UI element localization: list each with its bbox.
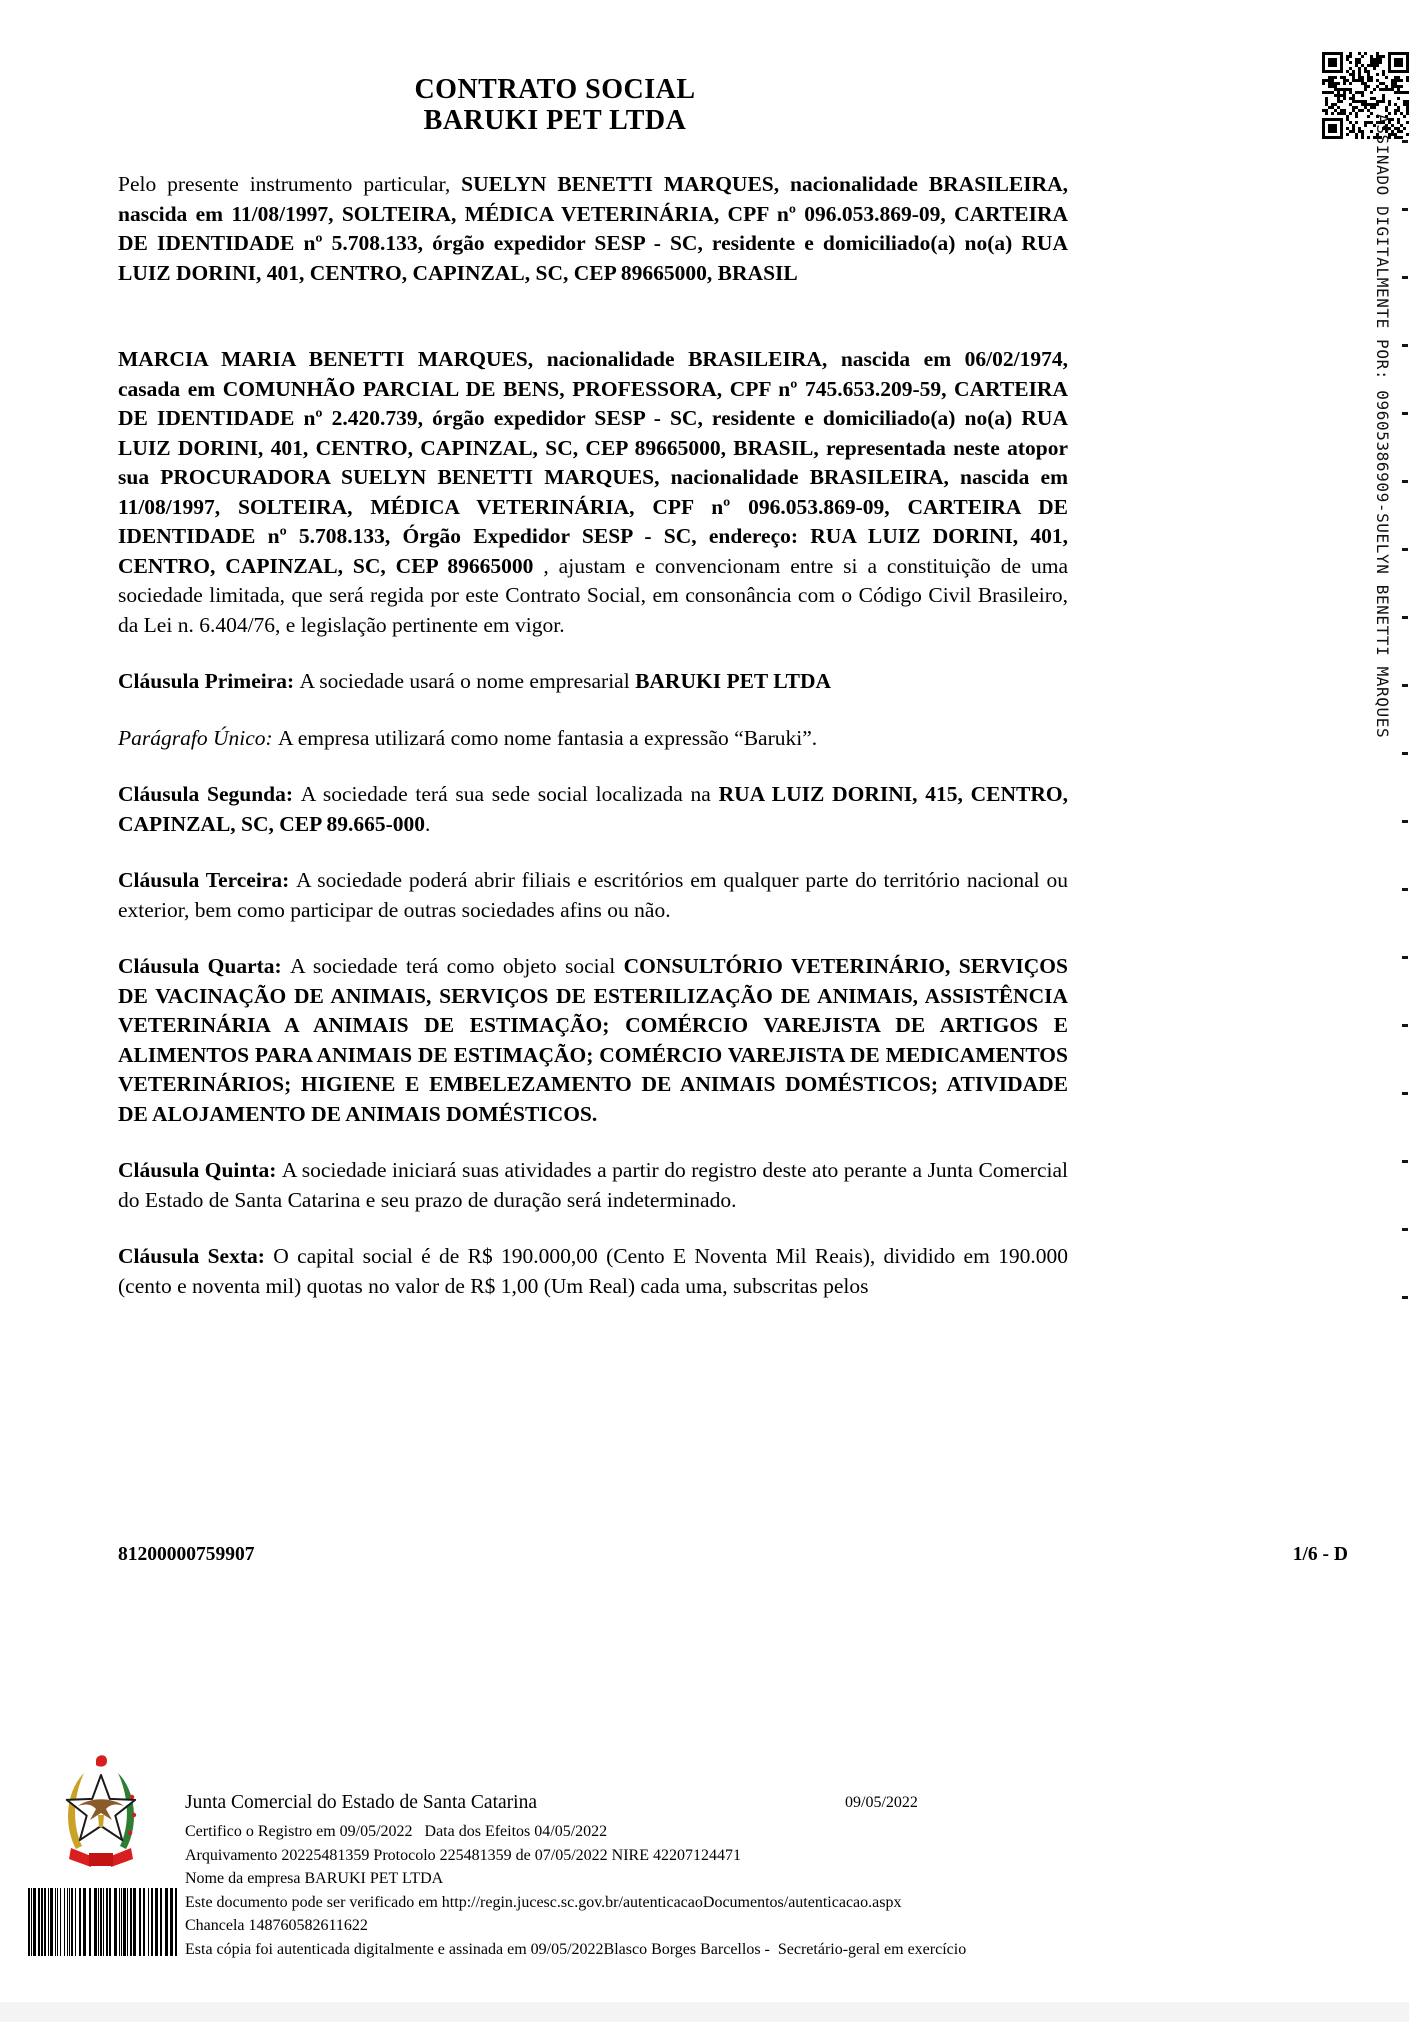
certification-line: Arquivamento 20225481359 Protocolo 225481359 de 07/05/2022 NIRE 42207124471: [185, 1846, 741, 1864]
scan-edge-band: [0, 2002, 1409, 2022]
edge-dash: [1402, 548, 1408, 551]
title-line-2: BARUKI PET LTDA: [423, 105, 687, 136]
certification-line: Nome da empresa BARUKI PET LTDA: [185, 1870, 444, 1887]
edge-dash: [1402, 412, 1408, 415]
clausula-sexta: Cláusula Sexta: O capital social é de R$ 190.000,00 (Cento E Noventa Mil Reais), dividido em 190.000 (cento e noventa mil) quotas no valor de R$ 1,00 (Um Real) cada uma, subscritas pelos: [118, 1244, 1068, 1298]
clausula-terceira: Cláusula Terceira: A sociedade poderá abrir filiais e escritórios em qualquer parte do território nacional ou exterior, bem como participar de outras sociedades afins ou não.: [118, 868, 1068, 922]
edge-dash: [1402, 1160, 1408, 1163]
clausula-quarta: Cláusula Quarta: A sociedade terá como objeto social CONSULTÓRIO VETERINÁRIO, SERVIÇOS DE VACINAÇÃO DE ANIMAIS, SERVIÇOS DE ESTERILIZAÇÃO DE ANIMAIS, ASSISTÊNCIA VETERINÁRIA A ANIMAIS DE ESTIMAÇÃO; COMÉRCIO VAREJISTA DE ARTIGOS E ALIMENTOS PARA ANIMAIS DE ESTIMAÇÃO; COMÉRCIO VAREJISTA DE MEDICAMENTOS VETERINÁRIOS; HIGIENE E EMBELEZAMENTO DE ANIMAIS DOMÉSTICOS; ATIVIDADE DE ALOJAMENTO DE ANIMAIS DOMÉSTICOS.: [118, 954, 1068, 1126]
paragrafo-unico: Parágrafo Único: A empresa utilizará como nome fantasia a expressão “Baruki”.: [118, 725, 818, 750]
santa-catarina-coat-of-arms: [60, 1753, 142, 1877]
edge-dash: [1402, 344, 1408, 347]
certification-line: Este documento pode ser verificado em http://regin.jucesc.sc.gov.br/autenticacaoDocumentos/autenticacao.aspx: [185, 1893, 902, 1911]
certification-line: Esta cópia foi autenticada digitalmente e assinada em 09/05/2022Blasco Borges Barcellos - Secretário-geral em exercício: [185, 1940, 967, 1958]
edge-dash: [1402, 684, 1408, 687]
edge-dash: [1402, 1092, 1408, 1095]
certification-block: [0, 1750, 1409, 2000]
edge-dash: [1402, 888, 1408, 891]
document-number: 81200000759907: [118, 1544, 255, 1565]
certification-date: 09/05/2022: [845, 1794, 918, 1811]
certification-line: Certifico o Registro em 09/05/2022 Data dos Efeitos 04/05/2022: [185, 1823, 608, 1840]
edge-dash: [1402, 1024, 1408, 1027]
footer: [118, 1544, 1348, 1566]
barcode: [28, 1888, 178, 1956]
certification-lines: [185, 1820, 1085, 1961]
edge-dash: [1402, 480, 1408, 483]
document-title: [0, 74, 1110, 136]
page-indicator: 1/6 - D: [1292, 1544, 1348, 1565]
opening-paragraph: Pelo presente instrumento particular, SUELYN BENETTI MARQUES, nacionalidade BRASILEIRA, nascida em 11/08/1997, SOLTEIRA, MÉDICA VETERINÁRIA, CPF nº 096.053.869-09, CARTEIRA DE IDENTIDADE nº 5.708.133, órgão expedidor SESP - SC, residente e domiciliado(a) no(a) RUA LUIZ DORINI, 401, CENTRO, CAPINZAL, SC, CEP 89665000, BRASIL: [118, 172, 1068, 285]
certification-text: [185, 1790, 1085, 1961]
edge-dash: [1402, 752, 1408, 755]
second-party-paragraph: MARCIA MARIA BENETTI MARQUES, nacionalidade BRASILEIRA, nascida em 06/02/1974, casada em COMUNHÃO PARCIAL DE BENS, PROFESSORA, CPF nº 745.653.209-59, CARTEIRA DE IDENTIDADE nº 2.420.739, órgão expedidor SESP - SC, residente e domiciliado(a) no(a) RUA LUIZ DORINI, 401, CENTRO, CAPINZAL, SC, CEP 89665000, BRASIL, representada neste atopor sua PROCURADORA SUELYN BENETTI MARQUES, nacionalidade BRASILEIRA, nascida em 11/08/1997, SOLTEIRA, MÉDICA VETERINÁRIA, CPF nº 096.053.869-09, CARTEIRA DE IDENTIDADE nº 5.708.133, Órgão Expedidor SESP - SC, endereço: RUA LUIZ DORINI, 401, CENTRO, CAPINZAL, SC, CEP 89665000 , ajustam e convencionam entre si a constituição de uma sociedade limitada, que será regida por este Contrato Social, em consonância com o Código Civil Brasileiro, da Lei n. 6.404/76, e legislação pertinente em vigor.: [118, 347, 1068, 637]
certification-line: Chancela 148760582611622: [185, 1917, 368, 1934]
seal-cap: [96, 1755, 107, 1766]
edge-dash: [1402, 140, 1408, 143]
title-line-1: CONTRATO SOCIAL: [414, 74, 696, 105]
digital-signature-sidebar: ASSINADO DIGITALMENTE POR: 09605386909-SUELYN BENETTI MARQUES: [1373, 114, 1392, 739]
edge-dash: [1402, 276, 1408, 279]
edge-dash: [1402, 1228, 1408, 1231]
document-body: [118, 170, 1068, 1328]
edge-dash: [1402, 616, 1408, 619]
certification-issuer: Junta Comercial do Estado de Santa Catarina: [185, 1792, 537, 1813]
edge-dash: [1402, 820, 1408, 823]
edge-dash: [1402, 956, 1408, 959]
edge-dash: [1402, 208, 1408, 211]
clausula-segunda: Cláusula Segunda: A sociedade terá sua sede social localizada na RUA LUIZ DORINI, 415, CENTRO, CAPINZAL, SC, CEP 89.665-000.: [118, 782, 1068, 836]
clausula-quinta: Cláusula Quinta: A sociedade iniciará suas atividades a partir do registro deste ato perante a Junta Comercial do Estado de Santa Catarina e seu prazo de duração será indeterminado.: [118, 1158, 1068, 1212]
qr-code: [1322, 52, 1409, 139]
seal-ribbon: [69, 1848, 91, 1867]
edge-dash: [1402, 1296, 1408, 1299]
clausula-primeira: Cláusula Primeira: A sociedade usará o nome empresarial BARUKI PET LTDA: [118, 669, 832, 693]
